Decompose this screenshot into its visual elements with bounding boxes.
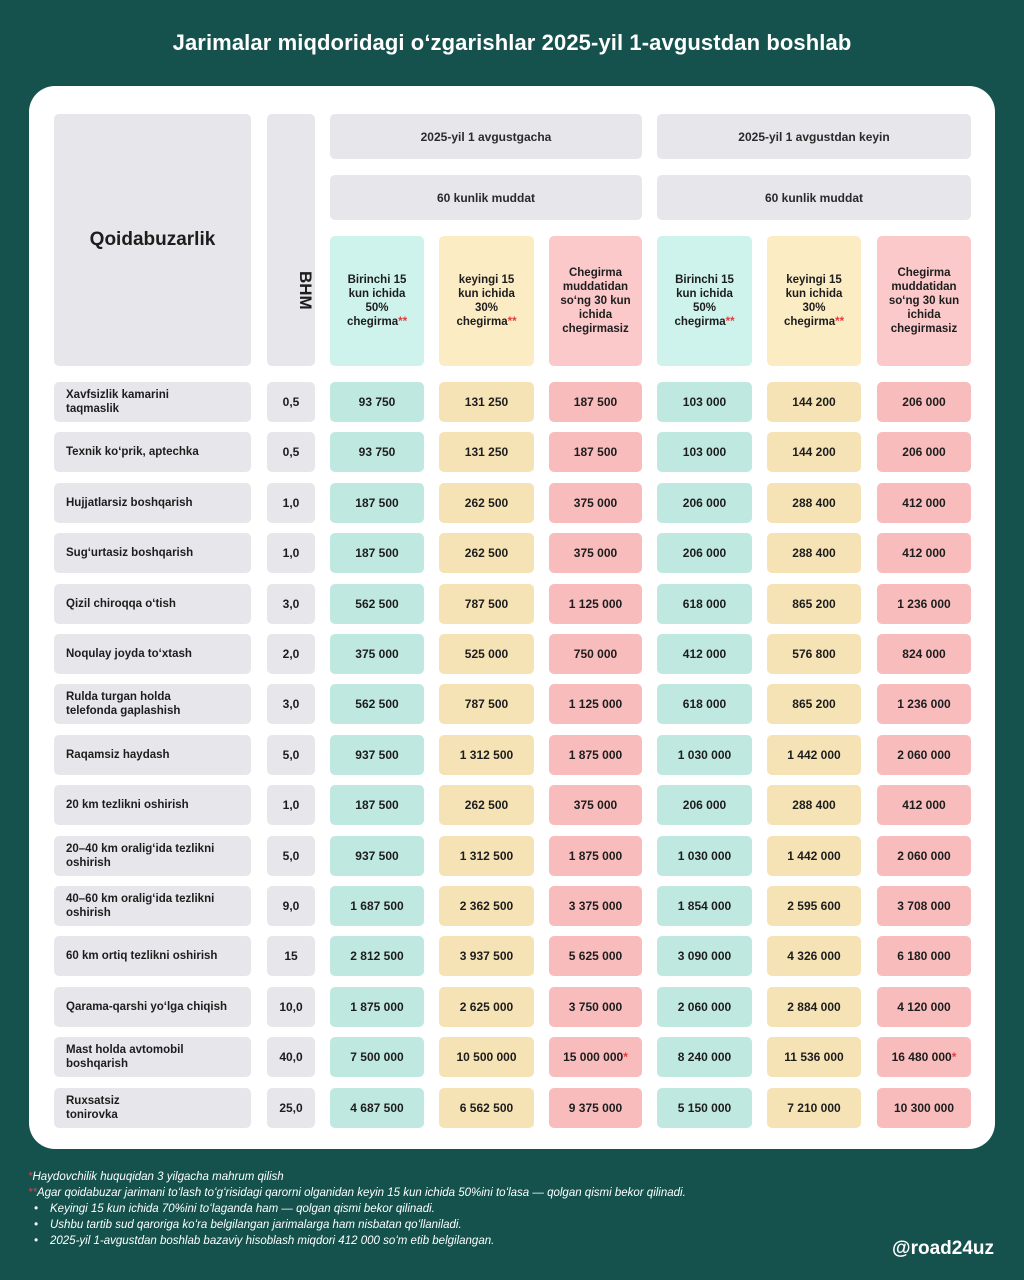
fine-amount: 375 000 (355, 647, 399, 661)
row-bhm: 2,0 (267, 634, 315, 674)
fine-amount-cell (439, 836, 534, 876)
fine-amount: 1 687 500 (350, 899, 404, 913)
fine-amount-cell (549, 936, 642, 976)
fine-amount-cell (657, 382, 752, 422)
fine-amount: 93 750 (358, 445, 396, 459)
footnote-2-text: Agar qoidabuzar jarimani toʻlash toʻgʻrisidagi qarorni olganidan keyin 15 kun ichida 50%ini toʻlasa — qolgan qismi bekor qilinadi. (36, 1187, 686, 1199)
fine-amount-cell (877, 936, 971, 976)
fine-amount: 865 200 (792, 697, 836, 711)
header-violation: Qoidabuzarlik (54, 114, 251, 366)
fine-amount-cell (439, 584, 534, 624)
fine-amount-cell (330, 382, 424, 422)
fine-amount: 2 362 500 (459, 899, 514, 913)
row-label: 60 km ortiq tezlikni oshirish (54, 936, 251, 976)
fine-amount: 1 125 000 (568, 697, 623, 711)
fine-amount: 206 000 (682, 798, 727, 812)
fine-amount-cell (439, 432, 534, 472)
row-bhm: 3,0 (267, 584, 315, 624)
fine-amount: 562 500 (355, 597, 399, 611)
fine-amount-cell (439, 382, 534, 422)
star-mark: * (623, 1050, 628, 1064)
fine-amount: 3 708 000 (897, 899, 951, 913)
fine-amount-cell (549, 1088, 642, 1128)
fine-amount: 1 875 000 (568, 849, 623, 863)
fine-amount-cell (877, 483, 971, 523)
fine-amount: 3 090 000 (677, 949, 732, 963)
fine-amount: 93 750 (358, 395, 396, 409)
fine-amount-cell (767, 533, 861, 573)
fine-amount-cell (330, 634, 424, 674)
fine-amount-cell (877, 987, 971, 1027)
fine-amount: 4 120 000 (897, 1000, 951, 1014)
fine-amount-cell (767, 634, 861, 674)
row-label: Raqamsiz haydash (54, 735, 251, 775)
fine-amount: 2 625 000 (459, 1000, 514, 1014)
fine-amount: 618 000 (682, 597, 727, 611)
fine-amount: 103 000 (682, 395, 727, 409)
row-bhm: 5,0 (267, 735, 315, 775)
fine-amount-cell (767, 735, 861, 775)
fine-amount: 187 500 (355, 798, 399, 812)
row-label: Xavfsizlik kamarini taqmaslik (54, 382, 251, 422)
fine-amount-cell (657, 1037, 752, 1077)
footnote-bullet: • Keyingi 15 kun ichida 70%ini toʻlaganda ham — qolgan qismi bekor qilinadi. (28, 1202, 828, 1217)
fine-amount: 144 200 (792, 445, 836, 459)
fine-amount: 1 312 500 (459, 849, 514, 863)
row-bhm: 0,5 (267, 432, 315, 472)
fine-amount-cell (549, 382, 642, 422)
fine-amount-cell (657, 533, 752, 573)
fine-amount-cell (657, 886, 752, 926)
fine-amount: 144 200 (792, 395, 836, 409)
footnote-1 (28, 1170, 828, 1185)
fine-amount-cell (767, 1037, 861, 1077)
header-next-15-days-after (767, 236, 861, 366)
fine-amount: 576 800 (792, 647, 836, 661)
fine-amount: 16 480 000 (891, 1050, 952, 1064)
header-period-after: 2025-yil 1 avgustdan keyin (657, 114, 971, 159)
double-star-mark: ** (398, 316, 408, 328)
fine-amount: 187 500 (573, 395, 618, 409)
star-mark: * (28, 1171, 33, 1183)
double-star-mark: ** (725, 316, 735, 328)
fine-amount: 10 300 000 (893, 1101, 955, 1115)
fine-amount-cell (549, 533, 642, 573)
fine-amount: 865 200 (792, 597, 836, 611)
fine-amount: 1 875 000 (350, 1000, 404, 1014)
row-label: Noqulay joyda toʻxtash (54, 634, 251, 674)
fine-amount: 937 500 (355, 748, 399, 762)
fine-amount: 618 000 (682, 697, 727, 711)
fine-amount-cell (330, 584, 424, 624)
fine-amount-cell (877, 634, 971, 674)
fine-amount-cell (767, 382, 861, 422)
fine-amount: 750 000 (573, 647, 618, 661)
fine-amount-cell (877, 735, 971, 775)
fine-amount: 3 375 000 (568, 899, 623, 913)
row-label: Qizil chiroqqa oʻtish (54, 584, 251, 624)
fine-amount: 1 442 000 (787, 748, 841, 762)
fine-amount: 15 000 000 (563, 1050, 624, 1064)
fine-amount: 787 500 (464, 697, 509, 711)
row-label: Hujjatlarsiz boshqarish (54, 483, 251, 523)
header-first-15-days-text: Birinchi 15 kun ichida 50% chegirma (674, 274, 734, 328)
footnotes (28, 1170, 828, 1250)
fine-amount-cell (549, 735, 642, 775)
fine-amount: 937 500 (355, 849, 399, 863)
row-bhm: 3,0 (267, 684, 315, 724)
fine-amount: 11 536 000 (784, 1050, 844, 1064)
fine-amount-cell (549, 432, 642, 472)
fine-amount: 375 000 (573, 798, 618, 812)
fine-amount-cell (877, 1037, 971, 1077)
fine-amount-cell (330, 936, 424, 976)
fine-amount-cell (877, 584, 971, 624)
fine-amount: 2 812 500 (350, 949, 404, 963)
fine-amount: 375 000 (573, 546, 618, 560)
header-next-15-days-text: keyingi 15 kun ichida 30% chegirma (456, 274, 515, 328)
fine-amount-cell (767, 432, 861, 472)
fine-amount-cell (549, 1037, 642, 1077)
fine-amount-cell (439, 634, 534, 674)
header-next-15-days-text: keyingi 15 kun ichida 30% chegirma (783, 274, 843, 328)
row-label: Sugʻurtasiz boshqarish (54, 533, 251, 573)
double-star-mark: ** (28, 1187, 37, 1199)
fine-amount: 6 180 000 (897, 949, 951, 963)
fine-amount-cell (877, 886, 971, 926)
row-bhm: 1,0 (267, 785, 315, 825)
fine-amount: 2 060 000 (897, 748, 951, 762)
fine-amount: 288 400 (792, 546, 836, 560)
page-title: Jarimalar miqdoridagi oʻzgarishlar 2025-yil 1-avgustdan boshlab (172, 30, 852, 55)
fine-amount-cell (330, 785, 424, 825)
fine-amount-cell (657, 483, 752, 523)
fine-amount-cell (330, 684, 424, 724)
fine-amount: 288 400 (792, 496, 836, 510)
fine-amount-cell (657, 684, 752, 724)
fine-amount: 9 375 000 (568, 1101, 623, 1115)
row-bhm: 1,0 (267, 483, 315, 523)
fine-amount-cell (439, 1088, 534, 1128)
fine-amount: 262 500 (464, 546, 509, 560)
row-bhm: 10,0 (267, 987, 315, 1027)
fine-amount-cell (549, 584, 642, 624)
double-star-mark: ** (835, 316, 845, 328)
fine-amount-cell (330, 836, 424, 876)
fine-amount-cell (330, 886, 424, 926)
star-mark: * (951, 1050, 957, 1064)
header-bhm: BHM (267, 114, 315, 366)
fine-amount-cell (767, 684, 861, 724)
row-label: Rulda turgan holda telefonda gaplashish (54, 684, 251, 724)
fine-amount: 824 000 (902, 647, 946, 661)
fine-amount: 5 150 000 (677, 1101, 732, 1115)
fine-amount: 2 884 000 (787, 1000, 841, 1014)
fine-amount: 2 595 600 (787, 899, 841, 913)
fine-amount: 131 250 (464, 445, 509, 459)
row-bhm: 1,0 (267, 533, 315, 573)
row-bhm: 5,0 (267, 836, 315, 876)
footnote-bullet: • 2025-yil 1-avgustdan boshlab bazaviy hisoblash miqdori 412 000 soʻm etib belgilangan. (28, 1234, 828, 1249)
fine-amount: 412 000 (902, 798, 946, 812)
fine-amount-cell (767, 1088, 861, 1128)
fine-amount: 206 000 (682, 496, 727, 510)
fine-amount-cell (549, 634, 642, 674)
fine-amount-cell (767, 584, 861, 624)
fine-amount: 7 500 000 (350, 1050, 404, 1064)
header-next-15-days-before (439, 236, 534, 366)
fine-amount: 412 000 (682, 647, 727, 661)
fine-amount: 4 687 500 (350, 1101, 404, 1115)
row-bhm: 40,0 (267, 1037, 315, 1077)
fine-amount: 412 000 (902, 496, 946, 510)
fine-amount: 1 442 000 (787, 849, 841, 863)
fine-amount: 10 500 000 (456, 1050, 517, 1064)
fine-amount-cell (549, 836, 642, 876)
fine-amount: 3 937 500 (459, 949, 514, 963)
fine-amount-cell (657, 987, 752, 1027)
fine-amount-cell (767, 987, 861, 1027)
fine-amount-cell (877, 432, 971, 472)
fine-amount: 262 500 (464, 798, 509, 812)
fine-amount-cell (657, 735, 752, 775)
fine-amount: 375 000 (573, 496, 618, 510)
fine-amount: 562 500 (355, 697, 399, 711)
fine-amount-cell (767, 886, 861, 926)
fine-amount: 1 312 500 (459, 748, 514, 762)
fine-amount: 187 500 (355, 496, 399, 510)
row-label: Ruxsatsiz tonirovka (54, 1088, 251, 1128)
row-label: Qarama-qarshi yoʻlga chiqish (54, 987, 251, 1027)
fine-amount-cell (657, 634, 752, 674)
fine-amount: 1 854 000 (677, 899, 732, 913)
fine-amount: 1 030 000 (677, 748, 732, 762)
row-bhm: 0,5 (267, 382, 315, 422)
fine-amount: 787 500 (464, 597, 509, 611)
fine-amount: 131 250 (464, 395, 509, 409)
fine-amount: 8 240 000 (677, 1050, 732, 1064)
fine-amount: 1 875 000 (568, 748, 623, 762)
fine-amount: 262 500 (464, 496, 509, 510)
fine-amount: 1 030 000 (677, 849, 732, 863)
fines-table-card (29, 86, 995, 1149)
fine-amount-cell (330, 1088, 424, 1128)
fine-amount: 187 500 (573, 445, 618, 459)
fine-amount: 4 326 000 (787, 949, 841, 963)
row-label: 20 km tezlikni oshirish (54, 785, 251, 825)
fine-amount-cell (767, 785, 861, 825)
fine-amount-cell (877, 684, 971, 724)
footnote-bullet: • Ushbu tartib sud qaroriga koʻra belgilangan jarimalarga ham nisbatan qoʻllaniladi. (28, 1218, 828, 1233)
fine-amount-cell (439, 886, 534, 926)
fine-amount: 206 000 (902, 445, 946, 459)
fine-amount: 206 000 (902, 395, 946, 409)
fine-amount-cell (877, 382, 971, 422)
fine-amount-cell (330, 533, 424, 573)
fine-amount-cell (439, 735, 534, 775)
fine-amount-cell (767, 936, 861, 976)
fine-amount-cell (657, 584, 752, 624)
row-label: 40–60 km oraligʻida tezlikni oshirish (54, 886, 251, 926)
row-bhm: 9,0 (267, 886, 315, 926)
fine-amount-cell (439, 533, 534, 573)
fine-amount: 103 000 (682, 445, 727, 459)
brand-handle: @road24uz (892, 1238, 994, 1259)
fine-amount-cell (330, 735, 424, 775)
row-bhm: 25,0 (267, 1088, 315, 1128)
header-no-discount-before: Chegirma muddatidan soʻng 30 kun ichida chegirmasiz (549, 236, 642, 366)
header-first-15-days-after (657, 236, 752, 366)
fine-amount-cell (330, 432, 424, 472)
fine-amount: 525 000 (464, 647, 509, 661)
fine-amount-cell (439, 684, 534, 724)
footnote-2 (28, 1186, 828, 1201)
fine-amount: 1 236 000 (897, 697, 951, 711)
fine-amount-cell (657, 785, 752, 825)
fine-amount-cell (439, 987, 534, 1027)
fine-amount: 2 060 000 (677, 1000, 732, 1014)
fine-amount: 412 000 (902, 546, 946, 560)
header-term-after: 60 kunlik muddat (657, 175, 971, 220)
fine-amount: 288 400 (792, 798, 836, 812)
fine-amount: 3 750 000 (568, 1000, 623, 1014)
header-term-before: 60 kunlik muddat (330, 175, 642, 220)
fine-amount-cell (549, 987, 642, 1027)
fine-amount-cell (439, 785, 534, 825)
fine-amount: 2 060 000 (897, 849, 951, 863)
fine-amount-cell (439, 1037, 534, 1077)
row-label: Mast holda avtomobil boshqarish (54, 1037, 251, 1077)
fine-amount-cell (877, 785, 971, 825)
header-first-15-days-before (330, 236, 424, 366)
fine-amount-cell (767, 836, 861, 876)
fine-amount-cell (549, 684, 642, 724)
double-star-mark: ** (507, 316, 517, 328)
fine-amount-cell (439, 483, 534, 523)
fine-amount: 7 210 000 (787, 1101, 841, 1115)
fine-amount-cell (657, 836, 752, 876)
fine-amount-cell (330, 987, 424, 1027)
fine-amount-cell (767, 483, 861, 523)
fine-amount: 5 625 000 (568, 949, 623, 963)
row-label: Texnik koʻprik, aptechka (54, 432, 251, 472)
fine-amount-cell (549, 483, 642, 523)
fine-amount-cell (877, 533, 971, 573)
fine-amount-cell (877, 836, 971, 876)
fine-amount: 187 500 (355, 546, 399, 560)
fine-amount-cell (549, 785, 642, 825)
fine-amount: 1 236 000 (897, 597, 951, 611)
row-label: 20–40 km oraligʻida tezlikni oshirish (54, 836, 251, 876)
fine-amount: 1 125 000 (568, 597, 623, 611)
fine-amount-cell (657, 432, 752, 472)
footnote-1-text: Haydovchilik huquqidan 3 yilgacha mahrum qilish (32, 1171, 284, 1183)
fine-amount-cell (877, 1088, 971, 1128)
fine-amount-cell (657, 1088, 752, 1128)
fine-amount-cell (657, 936, 752, 976)
fine-amount-cell (330, 483, 424, 523)
fine-amount: 6 562 500 (459, 1101, 514, 1115)
fine-amount-cell (330, 1037, 424, 1077)
row-bhm: 15 (267, 936, 315, 976)
fine-amount-cell (549, 886, 642, 926)
fine-amount: 206 000 (682, 546, 727, 560)
header-no-discount-after: Chegirma muddatidan soʻng 30 kun ichida chegirmasiz (877, 236, 971, 366)
header-period-before: 2025-yil 1 avgustgacha (330, 114, 642, 159)
header-first-15-days-text: Birinchi 15 kun ichida 50% chegirma (346, 274, 407, 328)
fine-amount-cell (439, 936, 534, 976)
